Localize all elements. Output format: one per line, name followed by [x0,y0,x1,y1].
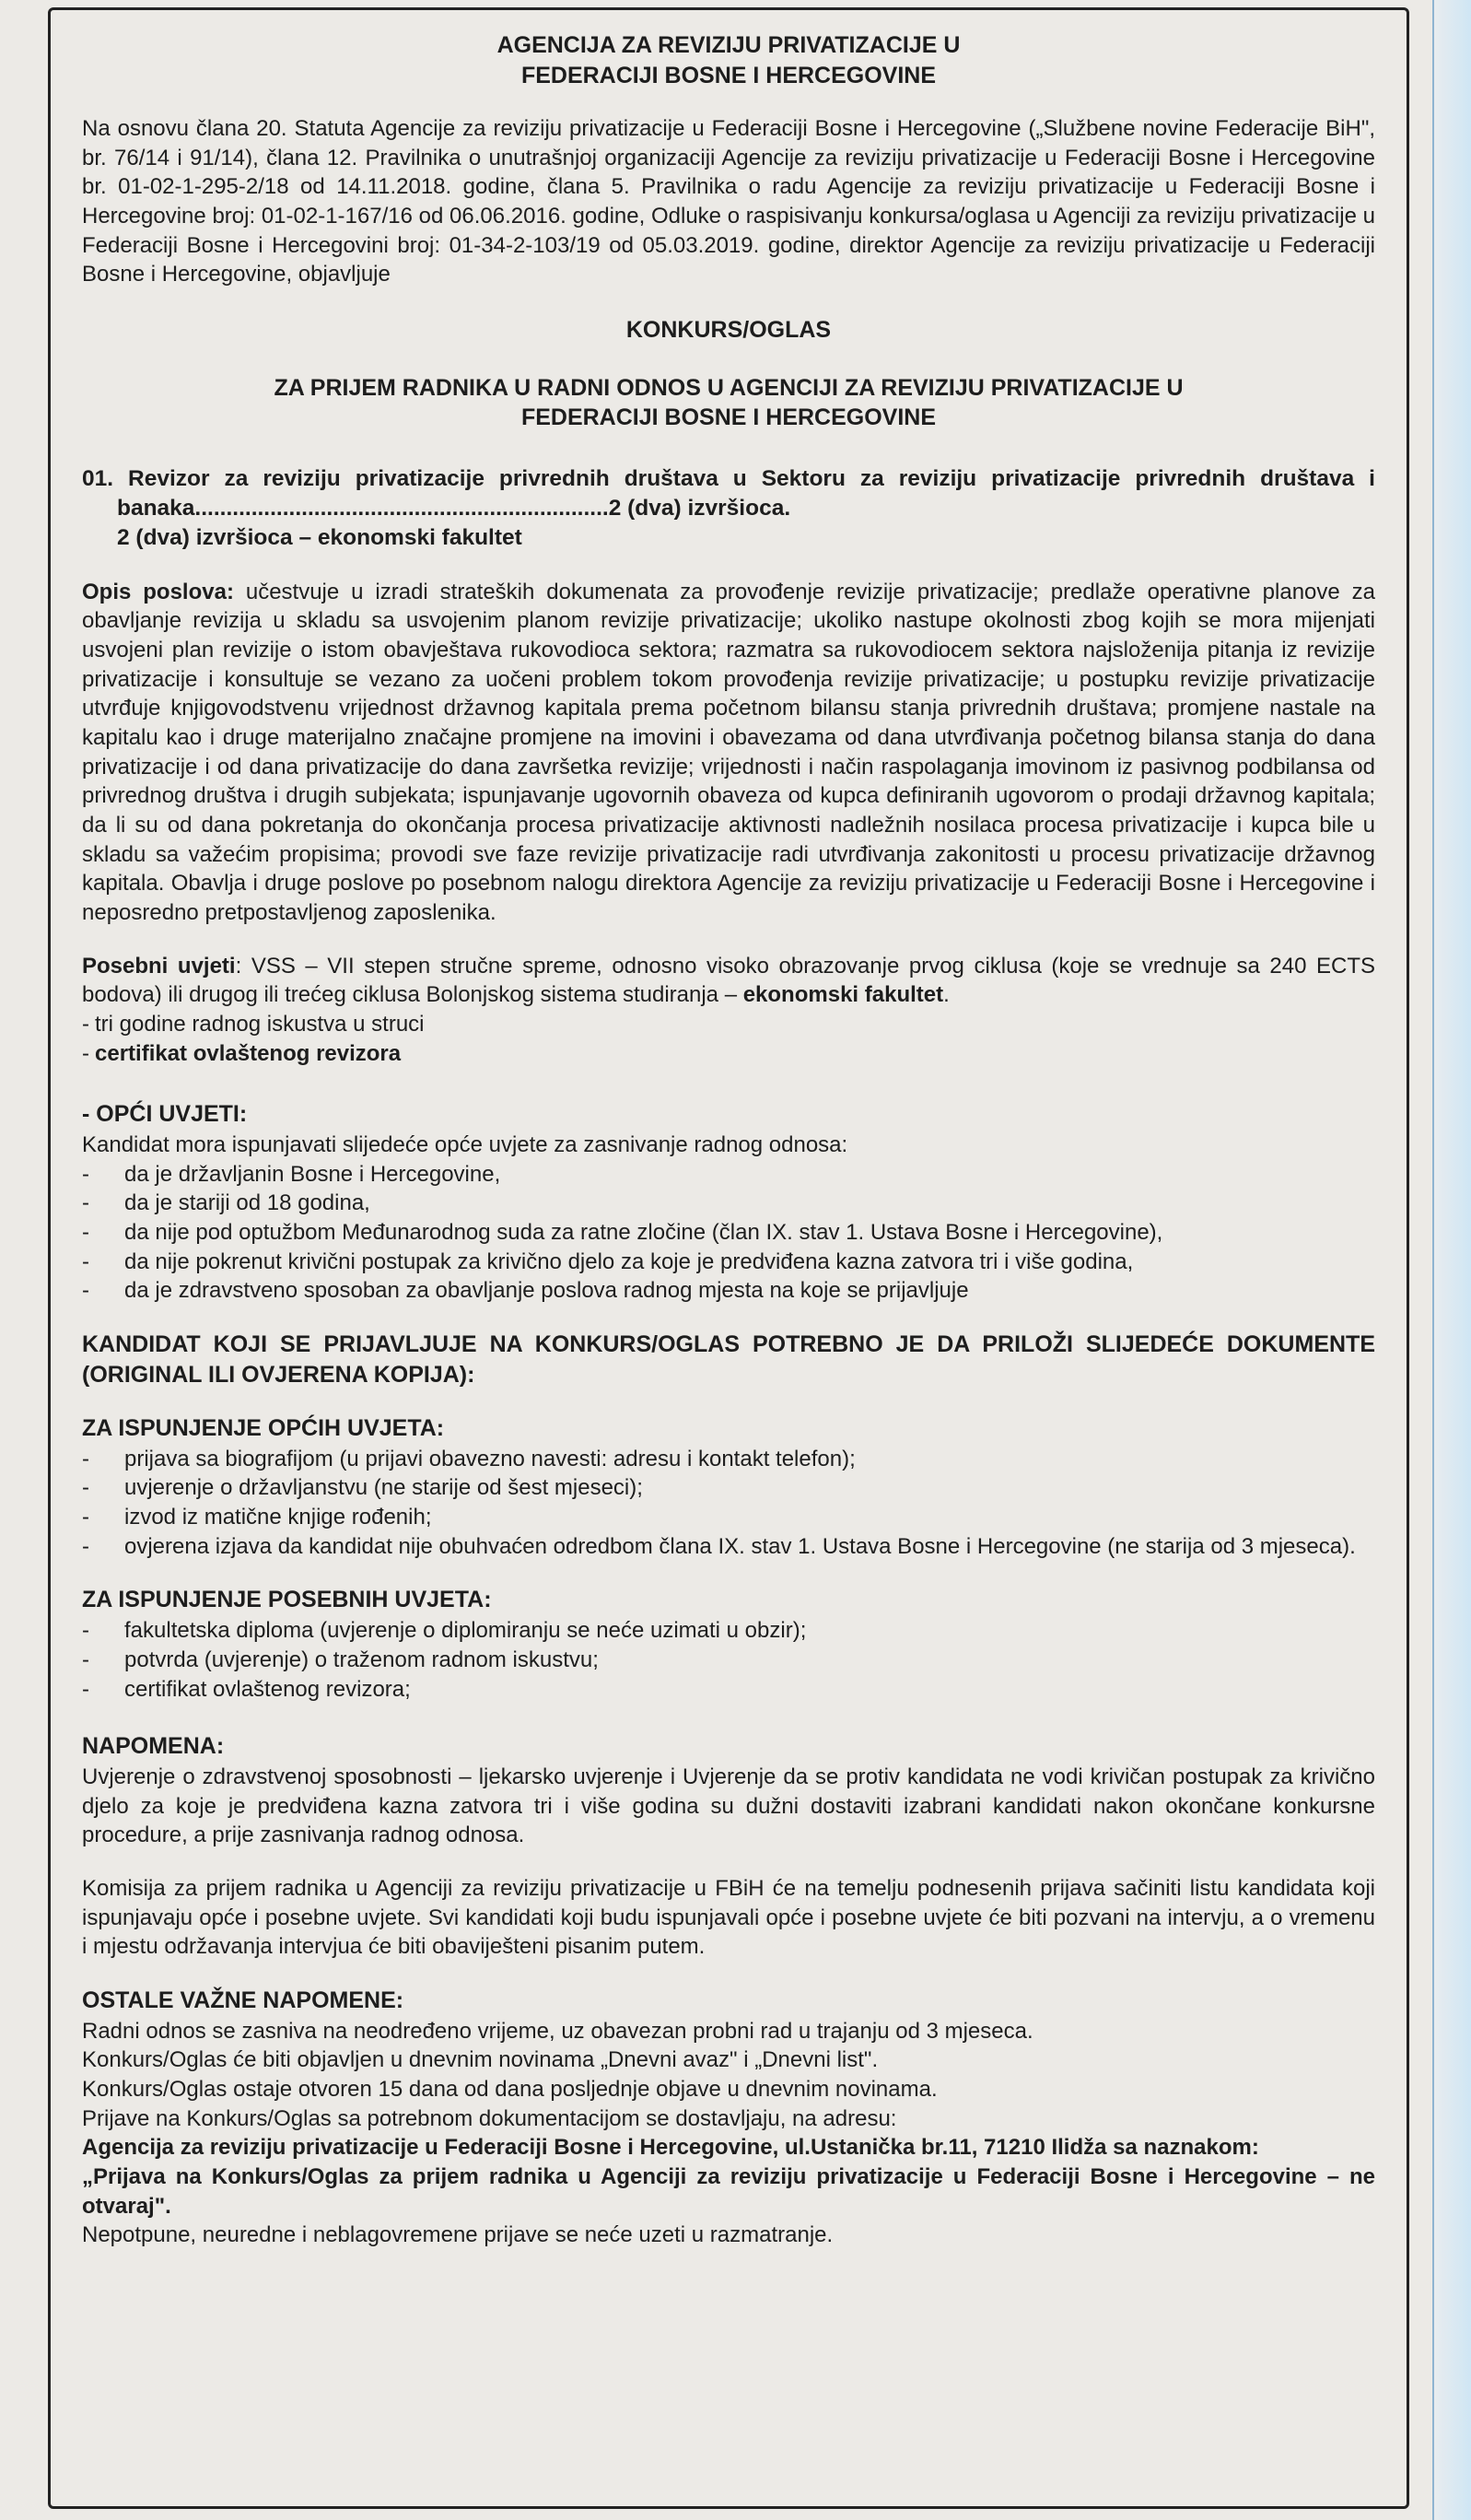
list-item: - ovjerena izjava da kandidat nije obuhvaćen odredbom člana IX. stav 1. Ustava Bosne i Hercegovine (ne starija od 3 mjeseca). [82,1533,1356,1559]
ostale-napomene-section: OSTALE VAŽNE NAPOMENE: Radni odnos se zasniva na neodređeno vrijeme, uz obavezan probni rad u trajanju od 3 mjeseca. Konkurs/Oglas će biti objavljen u dnevnim novinama „Dnevni avaz" i „Dnevni list". Konkurs/Oglas ostaje otvoren 15 dana od dana posljednje objave u dnevnim novinama. Prijave na Konkurs/Oglas sa potrebnom dokumentacijom se dostavljaju, na adresu: Agencija za reviziju privatizacije u Federaciji Bosne i Hercegovine, ul.Ustanička br.11, 71210 Ilidža sa naznakom: „Prijava na Konkurs/Oglas za prijem radnika u Agenciji za reviziju privatizacije u Federaciji Bosne i Hercegovine – ne otvaraj". Nepotpune, neuredne i neblagovremene prijave se neće uzeti u razmatranje. [82,1987,1375,2248]
list-item: - fakultetska diploma (uvjerenje o diplomiranju se neće uzimati u obzir); [82,1618,807,1644]
list-item: - da nije pokrenut krivični postupak za krivično djelo za koje je predviđena kazna zatvora tri i više godina, [82,1248,1134,1274]
list-item: - da nije pod optužbom Međunarodnog suda za ratne zločine (član IX. stav 1. Ustava Bosne i Hercegovine), [82,1220,1163,1246]
za-opce-list [82,1445,1375,1562]
adjacent-page-edge [1432,0,1471,2520]
opci-uvjeti-section: - OPĆI UVJETI: Kandidat mora ispunjavati slijedeće opće uvjete za zasnivanje radnog odnosa: - da je državljanin Bosne i Hercegovine, - da je stariji od 18 godina, - da nije pod optužbom Međunarodnog suda za ratne zločine (član IX. stav 1. Ustava Bosne i Hercegovine), - da nije pokrenut krivični postupak za krivično djelo za koje je predviđena kazna zatvora tri i više godina, - da je zdravstveno sposoban za obavljanje poslova radnog mjesta na koje se prijavljuje [82,1099,1375,1306]
dokumenti-title: KANDIDAT KOJI SE PRIJAVLJUJE NA KONKURS/OGLAS POTREBNO JE DA PRILOŽI SLIJEDEĆE DOKUMENTE (ORIGINAL ILI OVJERENA KOPIJA): [82,1331,1375,1388]
envelope-marking: „Prijava na Konkurs/Oglas za prijem radnika u Agenciji za reviziju privatizacije u Federaciji Bosne i Hercegovine – ne otvaraj". [82,2164,1375,2219]
list-item: - prijava sa biografijom (u prijavi obavezno navesti: adresu i kontakt telefon); [82,1446,856,1471]
posebni-list [82,1010,1375,1068]
position-title: 01. Revizor za reviziju privatizacije privrednih društava u Sektoru za reviziju privatizacije privrednih društava i banaka..................................................................2 (dva) izvršioca. [82,465,1375,521]
agency-title: AGENCIJA ZA REVIZIJU PRIVATIZACIJE U FEDERACIJI BOSNE I HERCEGOVINE [496,32,961,88]
list-item: - da je državljanin Bosne i Hercegovine, [82,1161,501,1187]
opis-poslova: Opis poslova: učestvuje u izradi strateških dokumenata za provođenje revizije privatizacije; predlaže operativne planove za obavljanje revizija u skladu sa usvojenim planom revizije privatizacije; ukoliko nastupe okolnosti zbog kojih se mora mijenjati usvojeni plan revizije o istom obavještava rukovodioca sektora; razmatra sa rukovodiocem sektora najsloženija pitanja iz revizije privatizacije i konsultuje se vezano za uočeni problem tokom provođenja revizije privatizacije; u postupku revizije privatizacije utvrđuje knjigovodstvenu vrijednost državnog kapitala prema početnom bilansu stanja privrednih društava; promjene nastale na kapitalu kao i druge materijalno značajne promjene na imovini i obavezama od dana utvrđivanja početnog bilansa stanja do dana privatizacije i od dana privatizacije do dana završetka revizije; vrijednosti i način raspolaganja imovinom iz pasivnog podbilansa od privrednog društva i drugih subjekata; ispunjavanje ugovornih obaveza od kupca definiranih ugovorom o prodaji državnog kapitala; da li su od dana pokretanja do okončanja procesa privatizacije aktivnosti nadležnih nosilaca procesa privatizacije i kupca bile u skladu sa važećim propisima; provodi sve faze revizije privatizacije radi utvrđivanja zakonitosti u procesu privatizacije državnog kapitala. Obavlja i druge poslove po posebnom nalogu direktora Agencije za reviziju privatizacije u Federaciji Bosne i Hercegovine i neposredno pretpostavljenog zaposlenika. [82,579,1375,925]
intro-paragraph: Na osnovu člana 20. Statuta Agencije za reviziju privatizacije u Federaciji Bosne i Hercegovine („Službene novine Federacije BiH", br. 76/14 i 91/14), člana 12. Pravilnika o unutrašnjoj organizaciji Agencije za reviziju privatizacije u Federaciji Bosne i Hercegovine br. 01-02-1-295-2/18 od 14.11.2018. godine, člana 5. Pravilnika o radu Agencije za reviziju privatizacije u Federaciji Bosne i Hercegovine broj: 01-02-1-167/16 od 06.06.2016. godine, Odluke o raspisivanju konkursa/oglasa u Agenciji za reviziju privatizacije u Federaciji Bosne i Hercegovini broj: 01-34-2-103/19 od 05.03.2019. godine, direktor Agencije za reviziju privatizacije u Federaciji Bosne i Hercegovine, objavljuje [82,116,1375,287]
list-item: - tri godine radnog iskustva u struci [82,1011,425,1037]
list-item: - potvrda (uvjerenje) o traženom radnom iskustvu; [82,1647,599,1672]
list-item: - certifikat ovlaštenog revizora [82,1040,402,1066]
list-item: - certifikat ovlaštenog revizora; [82,1676,411,1702]
list-item: - da je zdravstveno sposoban za obavljanje poslova radnog mjesta na koje se prijavljuje [82,1278,969,1304]
list-item: - uvjerenje o državljanstvu (ne starije od šest mjeseci); [82,1475,643,1501]
address: Agencija za reviziju privatizacije u Federaciji Bosne i Hercegovine, ul.Ustanička br.11, 71210 Ilidža sa naznakom: [82,2135,1259,2161]
napomena-section: NAPOMENA: Uvjerenje o zdravstvenoj sposobnosti – ljekarsko uvjerenje i Uvjerenje da se protiv kandidata ne vodi krivičan postupak za krivično djelo za koje je predviđena kazna zatvora tri i više godina su dužni dostaviti izabrani kandidati nakon okončane konkursne procedure, a prije zasnivanja radnog odnosa. Komisija za prijem radnika u Agenciji za reviziju privatizacije u FBiH će na temelju podnesenih prijava sačiniti listu kandidata koji ispunjavaju opće i posebne uvjete. Svi kandidati koji budu ispunjavali opće i posebne uvjete će biti pozvani na intervju, a o vremenu i mjestu održavanja intervjua će biti obaviješteni pisanim putem. [82,1733,1375,1960]
position-count: 2 (dva) izvršioca – ekonomski fakultet [117,525,522,551]
posebni-uvjeti: Posebni uvjeti: VSS – VII stepen stručne spreme, odnosno visoko obrazovanje prvog ciklusa (koje se vrednuje sa 240 ECTS bodova) ili drugog ili trećeg ciklusa Bolonjskog sistema studiranja – ekonomski fakultet. [82,953,1375,1008]
opci-list [82,1160,1375,1306]
list-item: - da je stariji od 18 godina, [82,1190,370,1216]
za-opce-section: ZA ISPUNJENJE OPĆIH UVJETA: - prijava sa biografijom (u prijavi obavezno navesti: adresu i kontakt telefon); - uvjerenje o državljanstvu (ne starije od šest mjeseci); - izvod iz matične knjige rođenih; - ovjerena izjava da kandidat nije obuhvaćen odredbom člana IX. stav 1. Ustava Bosne i Hercegovine (ne starija od 3 mjeseca). [82,1413,1375,1561]
za-posebne-list [82,1616,1375,1704]
konkurs-subtitle: ZA PRIJEM RADNIKA U RADNI ODNOS U AGENCIJI ZA REVIZIJU PRIVATIZACIJE U FEDERACIJI BOSNE I HERCEGOVINE [274,374,1184,431]
za-posebne-section: ZA ISPUNJENJE POSEBNIH UVJETA: - fakultetska diploma (uvjerenje o diplomiranju se neće uzimati u obzir); - potvrda (uvjerenje) o traženom radnom iskustvu; - certifikat ovlaštenog revizora; [82,1585,1375,1704]
konkurs-title: KONKURS/OGLAS [625,317,832,344]
list-item: - izvod iz matične knjige rođenih; [82,1505,432,1530]
announcement-box [48,7,1409,2509]
